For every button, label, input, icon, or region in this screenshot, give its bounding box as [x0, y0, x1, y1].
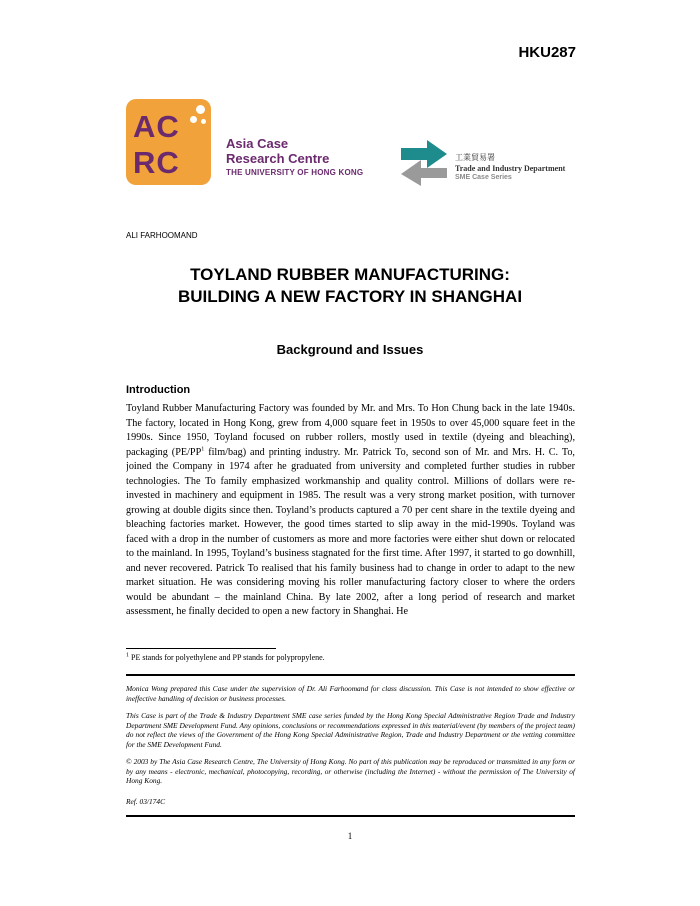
tid-chinese-name: 工業貿易署	[455, 153, 495, 162]
page-number: 1	[347, 831, 353, 841]
case-code: HKU287	[518, 44, 576, 61]
footnote: $^1$ PE stands for polyethylene and PP stands for polypropylene.	[126, 652, 325, 662]
author: ALI FARHOOMAND	[126, 231, 198, 240]
disclaimer-top-rule	[126, 674, 575, 676]
disclaimer-bottom-rule	[126, 815, 575, 817]
section-heading: Introduction	[126, 384, 191, 396]
acrc-name: Asia Case Research Centre	[226, 136, 330, 166]
case-subtitle: Background and Issues	[276, 342, 424, 357]
tid-arrows-icon	[399, 138, 451, 186]
disclaimer-authorship: Monica Wong prepared this Case under the supervision of Dr. Ali Farhoomand for class discussion. This Case is not intended to show effective or ineffective handling of decision or business processes.	[126, 684, 575, 703]
reference-number: Ref. 03/174C	[126, 797, 166, 806]
acrc-logo-letters: AC RC	[133, 109, 180, 180]
footnote-ref: 1	[201, 446, 205, 453]
disclaimer-funding: This Case is part of the Trade & Industry Department SME case series funded by the Hong Kong Special Administrative Region Trade and Industry Department SME Development Fund. Any opinions, conclusions or recommendations expressed in this material/event (by members of the project team) do not reflect the views of the Government of the Hong Kong Special Administrative Region, Trade and Industry Department or the vetting committee for the SME Development Fund.	[126, 711, 575, 749]
tid-name: Trade and Industry Department	[455, 164, 566, 173]
case-title: TOYLAND RUBBER MANUFACTURING: BUILDING A NEW FACTORY IN SHANGHAI	[177, 265, 523, 306]
acrc-university: THE UNIVERSITY OF HONG KONG	[226, 168, 364, 177]
disclaimer-copyright: © 2003 by The Asia Case Research Centre, The University of Hong Kong. No part of this publication may be reproduced or transmitted in any form or by any means - electronic, mechanical, photocopying, recording, or otherwise (including the Internet) - without the permission of The University of Hong Kong.	[126, 757, 575, 785]
tid-series: SME Case Series	[455, 174, 512, 181]
footnote-divider	[126, 648, 276, 649]
body-paragraph: Toyland Rubber Manufacturing Factory was founded by Mr. and Mrs. To Hon Chung back in the late 1940s. The factory, located in Hong Kong, grew from 4,000 square feet in 1950s to over 45,000 square feet in the 1990s. Since 1950, Toyland focused on rubber rollers, mostly used in textile (dyeing and bleaching), packaging ($PE/PP^1$ film/bag) and printing industry. Mr. Patrick To, second son of Mr. and Mrs. H. C. To, joined the Company in 1974 after he graduated from university and completed further studies in rubber technologies. The To family emphasized workmanship and quality control. Millions of dollars were re-invested in machinery and equipment in 1985. The result was a very strong market position, with turnover growing at double digits since then. Toyland’s products captured a 70 per cent share in the textile dyeing and bleaching factories market. However, the good times started to slip away in the mid-1990s. Toyland was faced with a drop in the number of customers as more and more factories were either shut down or relocated to the mainland. In 1995, Toyland’s business stagnated for the first time. After 1997, it started to go downhill, and never recovered. Patrick To realised that his family business had to change in order to adapt to the new market situation. He was considering moving his roller manufacturing factory closer to where the orders would be abundant – the mainland China. By late 2002, after a long period of research and market assessment, he finally decided to open a new factory in Shanghai. He	[126, 403, 575, 617]
